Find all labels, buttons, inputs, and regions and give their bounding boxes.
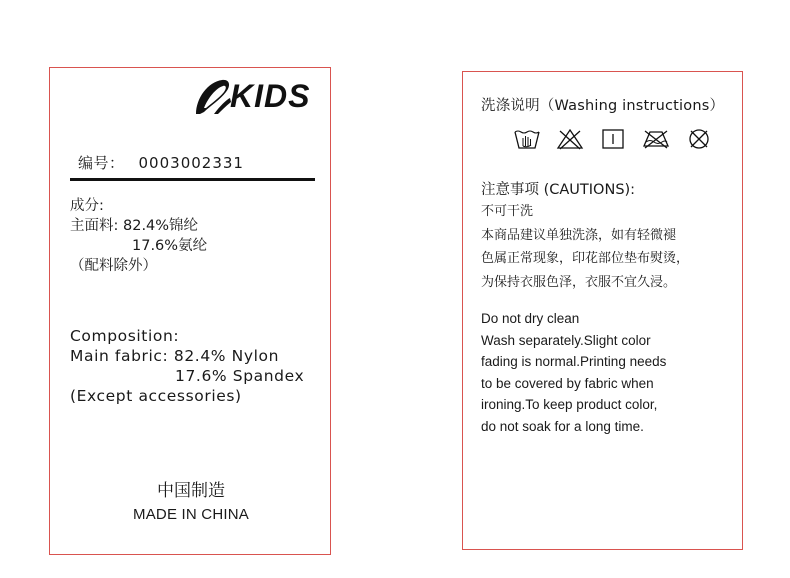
divider — [70, 178, 315, 181]
cn-composition-heading: 成分: — [70, 198, 104, 214]
made-in-en: MADE IN CHINA — [133, 506, 249, 523]
en-care-text — [481, 308, 666, 437]
cn-composition-line: 主面料: 82.4%锦纶 — [70, 218, 199, 234]
en-care-line: Do not dry clean — [481, 311, 580, 326]
en-care-line: fading is normal.Printing needs — [481, 354, 667, 369]
serial-label: 编号： — [78, 154, 125, 172]
care-title: 洗涤说明（Washing instructions） — [481, 98, 725, 114]
cn-composition-line: （配料除外） — [70, 258, 157, 274]
composition-label — [49, 67, 331, 555]
hand-wash-icon — [513, 128, 541, 150]
cn-composition — [70, 196, 207, 276]
en-care-line: do not soak for a long time. — [481, 418, 644, 434]
brand-logo — [190, 76, 315, 116]
care-symbols — [513, 128, 723, 152]
cn-care-line: 不可干洗 — [481, 204, 534, 219]
cn-composition-line: 17.6%氨纶 — [132, 238, 208, 254]
cautions-heading: 注意事项 (CAUTIONS): — [481, 182, 636, 198]
cn-care-line: 本商品建议单独洗涤，如有轻微褪 — [481, 227, 677, 243]
en-care-line: to be covered by fabric when — [481, 375, 654, 391]
serial-value: 0003002331 — [138, 154, 244, 172]
cn-care-text — [481, 200, 689, 294]
en-composition-line: (Except accessories) — [70, 387, 242, 405]
brand-name: KIDS — [230, 78, 311, 114]
care-label — [462, 71, 743, 550]
en-composition-heading: Composition: — [70, 327, 180, 345]
en-composition-line: Main fabric: 82.4% Nylon — [70, 347, 280, 365]
line-dry-icon — [599, 128, 627, 150]
no-dry-clean-icon — [685, 128, 713, 150]
en-composition-line: 17.6% Spandex — [175, 367, 305, 385]
no-bleach-icon — [556, 128, 584, 150]
en-care-line: Wash separately.Slight color — [481, 332, 651, 348]
cn-care-line: 色属正常现象，印花部位垫布熨烫， — [481, 251, 690, 266]
brand-swoosh-icon — [190, 76, 232, 116]
en-composition — [70, 326, 304, 406]
en-care-line: ironing.To keep product color, — [481, 397, 658, 412]
serial-number-row — [78, 152, 244, 173]
no-tumble-dry-icon — [642, 128, 670, 150]
cn-care-line: 为保持衣服色泽，衣服不宜久浸。 — [481, 274, 677, 290]
made-in-cn: 中国制造 — [157, 481, 225, 501]
